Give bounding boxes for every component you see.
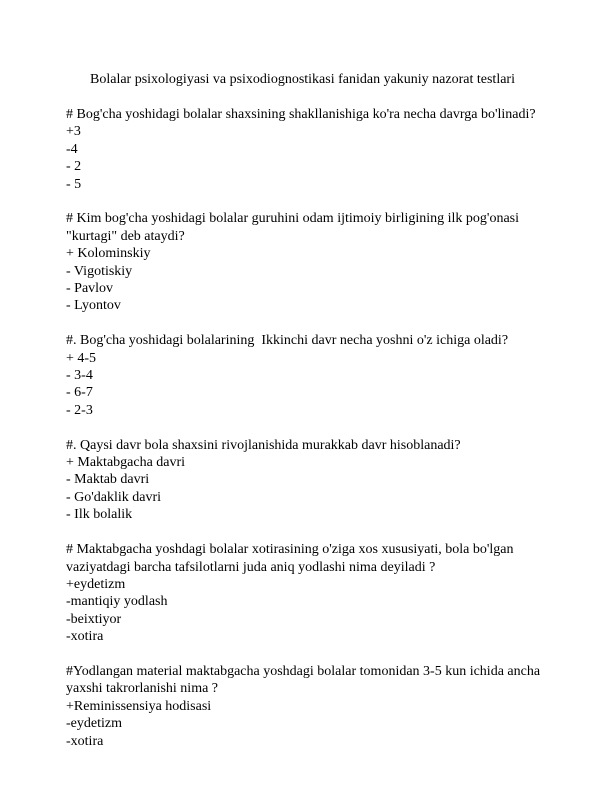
answer-option: - 5 [66, 176, 82, 192]
answer-option: +eydetizm [66, 576, 126, 592]
answer-option: - Lyontov [66, 298, 121, 314]
answer-option: - Pavlov [66, 281, 114, 297]
answer-option: - 6-7 [66, 385, 93, 401]
question-2 [66, 210, 546, 314]
answer-option: - Ilk bolalik [66, 507, 133, 523]
question-4 [66, 437, 546, 524]
answer-option: - 2-3 [66, 402, 93, 418]
question-text: # Kim bog'cha yoshidagi bolalar guruhini odam ijtimoiy birligining ilk pog'onasi "kurtagi" deb ataydi? [66, 211, 523, 244]
answer-option: -mantiqiy yodlash [66, 594, 168, 610]
question-text: #. Bog'cha yoshidagi bolalarining Ikkinchi davr necha yoshni o'z ichiga oladi? [66, 333, 509, 349]
document-title: Bolalar psixologiyasi va psixodiognostikasi fanidan yakuniy nazorat testlari [90, 72, 515, 87]
answer-option: -xotira [66, 629, 104, 645]
answer-option: - Vigotiskiy [66, 263, 133, 279]
question-3 [66, 332, 546, 419]
answer-option: -beixtiyor [66, 611, 122, 627]
question-6 [66, 663, 546, 750]
question-text: #. Qaysi davr bola shaxsini rivojlanishida murakkab davr hisoblanadi? [66, 437, 461, 453]
answer-option: -eydetizm [66, 716, 122, 732]
question-text: # Maktabgacha yoshdagi bolalar xotirasining o'ziga xos xususiyati, bola bo'lgan vaziyatdagi barcha tafsilotlarni juda aniq yodlashi nima deyiladi ? [66, 542, 518, 575]
answer-option: - Go'daklik davri [66, 489, 162, 505]
question-text: #Yodlangan material maktabgacha yoshdagi bolalar tomonidan 3-5 kun ichida ancha yaxshi takrorlanishi nima ? [66, 663, 544, 697]
answer-option: -4 [66, 141, 78, 157]
answer-option: -xotira [66, 733, 104, 749]
answer-option: - Maktab davri [66, 472, 150, 488]
question-5 [66, 541, 546, 645]
question-text: # Bog'cha yoshidagi bolalar shaxsining shakllanishiga ko'ra necha davrga bo'linadi? [66, 107, 536, 122]
answer-option: - 3-4 [66, 368, 93, 384]
answer-option: + Kolominskiy [66, 246, 151, 262]
answer-option: - 2 [66, 159, 82, 175]
answer-option: + Maktabgacha davri [66, 455, 186, 471]
question-1 [66, 106, 546, 193]
answer-option: +Reminissensiya hodisasi [66, 698, 212, 714]
test-question-list [66, 106, 546, 767]
answer-option: +3 [66, 124, 81, 140]
answer-option: + 4-5 [66, 350, 97, 366]
